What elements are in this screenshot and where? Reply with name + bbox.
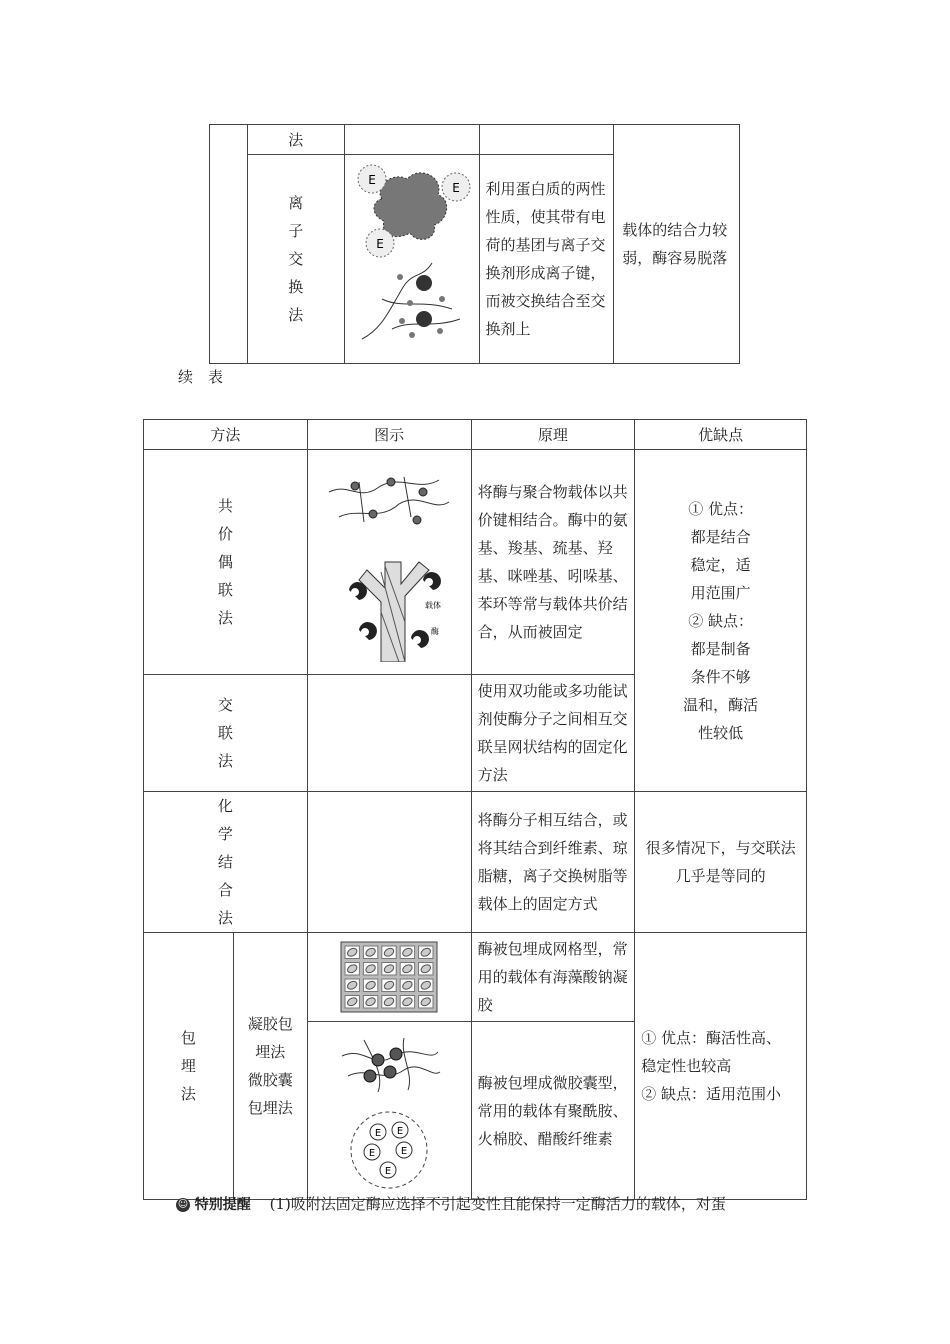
method-char: 交	[288, 250, 304, 268]
charge-dot	[407, 300, 413, 306]
submethod-line: 凝胶包	[247, 1015, 293, 1033]
method-covalent	[144, 450, 308, 675]
charge-dot	[397, 274, 403, 280]
polymer-strand	[364, 1038, 410, 1092]
top-table	[209, 124, 740, 364]
method-char: 法	[180, 1085, 196, 1103]
gel-grid-diagram	[339, 940, 439, 1014]
method-char: 学	[217, 825, 233, 843]
enzyme-dot	[369, 510, 377, 518]
microcapsule-figure	[307, 1022, 471, 1200]
charge-dot	[437, 328, 443, 334]
chemical-principle: 将酶分子相互结合，或将其结合到纤维素、琼脂糖，离子交换树脂等载体上的固定方式	[471, 792, 635, 933]
gel-figure	[307, 933, 471, 1022]
method-char: 埋	[180, 1057, 196, 1075]
covalent-diagram	[319, 462, 459, 662]
enzyme-letter: E	[374, 1127, 382, 1139]
enzyme-bracket	[411, 630, 429, 648]
charged-enzyme	[416, 311, 432, 327]
method-char: 联	[217, 581, 233, 599]
gel-principle: 酶被包埋成网格型，常用的载体有海藻酸钠凝胶	[471, 933, 635, 1022]
tip-text: (1)吸附法固定酶应选择不引起变性且能保持一定酶活力的载体，对蛋	[269, 1195, 726, 1213]
enzyme-particle	[442, 173, 470, 201]
enzyme-dot	[387, 478, 395, 486]
header-principle: 原理	[471, 420, 635, 450]
embedding-pros-cons	[635, 933, 807, 1200]
submethod-line: 包埋法	[247, 1099, 293, 1117]
entrapped-enzyme	[372, 1054, 384, 1066]
method-chemical	[144, 792, 308, 933]
charge-dot	[399, 318, 405, 324]
resin-fiber	[362, 263, 432, 339]
pros-cons-line: 用范围广	[690, 583, 751, 602]
enzyme-letter: E	[451, 181, 460, 195]
charged-enzyme	[416, 275, 432, 291]
method-char: 法	[288, 306, 304, 324]
method-crosslink	[144, 675, 308, 792]
ion-exchange-diagram	[352, 159, 472, 359]
top-pros-cons: 载体的结合力较弱，酶容易脱落	[614, 125, 740, 364]
entrapped-enzyme	[390, 1048, 402, 1060]
enzyme-label: 酶	[431, 627, 440, 636]
enzyme-bracket	[349, 582, 367, 600]
pros-cons-line: ① 优点：	[688, 499, 754, 518]
enzyme-dot	[351, 482, 359, 490]
charge-dot	[439, 296, 445, 302]
pros-cons-line: 条件不够	[690, 667, 751, 686]
method-char: 偶	[217, 553, 233, 571]
microcapsule-diagram	[334, 1026, 444, 1196]
pros-cons-line: 稳定性也较高	[641, 1057, 732, 1075]
enzyme-letter: E	[384, 1165, 392, 1177]
submethod-line: 微胶囊	[247, 1071, 293, 1089]
tip-label: 特别提醒	[194, 1197, 251, 1213]
method-char: 价	[217, 525, 233, 543]
chemical-figure-empty	[307, 792, 471, 933]
enzyme-letter: E	[375, 237, 384, 251]
micro-principle: 酶被包埋成微胶囊型，常用的载体有聚酰胺、火棉胶、醋酸纤维素	[471, 1022, 635, 1200]
method-char: 子	[288, 222, 304, 240]
tip-icon: ☺	[177, 1199, 189, 1210]
method-char: 化	[217, 797, 233, 815]
ion-exchange-figure	[344, 155, 479, 364]
method-char: 换	[288, 278, 304, 296]
capsule-enzyme	[380, 1162, 396, 1178]
pros-cons-line: 稳定，适	[690, 555, 751, 574]
enzyme-particle	[358, 165, 386, 193]
crosslink-principle: 使用双功能或多功能试剂使酶分子之间相互交联呈网状结构的固定化方法	[471, 675, 635, 792]
method-char: 共	[217, 497, 233, 515]
header-method: 方法	[144, 420, 308, 450]
enzyme-bracket	[423, 572, 441, 590]
enzyme-letter: E	[400, 1145, 408, 1157]
method-char: 合	[217, 881, 233, 899]
chemical-pros-cons: 很多情况下，与交联法几乎是等同的	[635, 792, 807, 933]
method-char: 法	[217, 909, 233, 927]
pros-cons-line: 都是结合	[690, 527, 751, 546]
enzyme-bracket	[359, 622, 377, 640]
capsule-enzyme	[364, 1144, 380, 1160]
method-embedding	[144, 933, 234, 1200]
capsule-enzyme	[396, 1142, 412, 1158]
enzyme-letter: E	[368, 1147, 376, 1159]
covalent-figure	[307, 450, 471, 675]
enzyme-particle	[366, 229, 394, 257]
shared-pros-cons	[635, 450, 807, 792]
continued-label: 续 表	[178, 368, 224, 386]
method-char: 联	[217, 724, 233, 742]
enzyme-letter: E	[367, 173, 376, 187]
submethod-line: 埋法	[255, 1043, 286, 1061]
charge-dot	[409, 332, 415, 338]
crosslink-figure-empty	[307, 675, 471, 792]
top-empty-fig	[344, 125, 479, 155]
top-method-ion-exchange	[247, 155, 344, 364]
main-table	[143, 419, 807, 1200]
method-char: 包	[180, 1029, 196, 1047]
enzyme-dot	[419, 488, 427, 496]
entrapped-enzyme	[364, 1070, 376, 1082]
pros-cons-line: ② 缺点：适用范围小	[641, 1085, 782, 1103]
header-figure: 图示	[307, 420, 471, 450]
enzyme-dot	[413, 516, 421, 524]
pros-cons-line: 性较低	[698, 723, 744, 742]
special-tip	[176, 1193, 816, 1214]
method-char: 法	[217, 752, 233, 770]
capsule-enzyme	[370, 1124, 386, 1140]
carrier-label: 载体	[425, 601, 442, 610]
enzyme-letter: E	[396, 1125, 404, 1137]
capsule-enzymes	[364, 1122, 412, 1178]
embedding-submethods	[233, 933, 307, 1200]
covalent-principle: 将酶与聚合物载体以共价键相结合。酶中的氨基、羧基、巯基、羟基、咪唑基、吲哚基、苯环等常与载体共价结合，从而被固定	[471, 450, 635, 675]
pros-cons-line: 都是制备	[690, 639, 751, 658]
pros-cons-line: 温和，酶活	[683, 695, 759, 714]
entrapped-enzyme	[384, 1066, 396, 1078]
top-table-left-cell	[210, 125, 248, 364]
pros-cons-line: ② 缺点：	[688, 611, 754, 630]
header-pros-cons: 优缺点	[635, 420, 807, 450]
top-principle: 利用蛋白质的两性性质，使其带有电荷的基团与离子交换剂形成离子键，而被交换结合至交换剂上	[479, 155, 614, 364]
method-char: 结	[217, 853, 233, 871]
capsule-enzyme	[392, 1122, 408, 1138]
top-empty-principle	[479, 125, 614, 155]
method-char: 法	[217, 609, 233, 627]
pros-cons-line: ① 优点：酶活性高、	[641, 1029, 782, 1047]
polymer-chain	[339, 500, 449, 517]
method-char: 离	[288, 194, 304, 212]
top-method-tail: 法	[247, 125, 344, 155]
method-char: 交	[217, 696, 233, 714]
